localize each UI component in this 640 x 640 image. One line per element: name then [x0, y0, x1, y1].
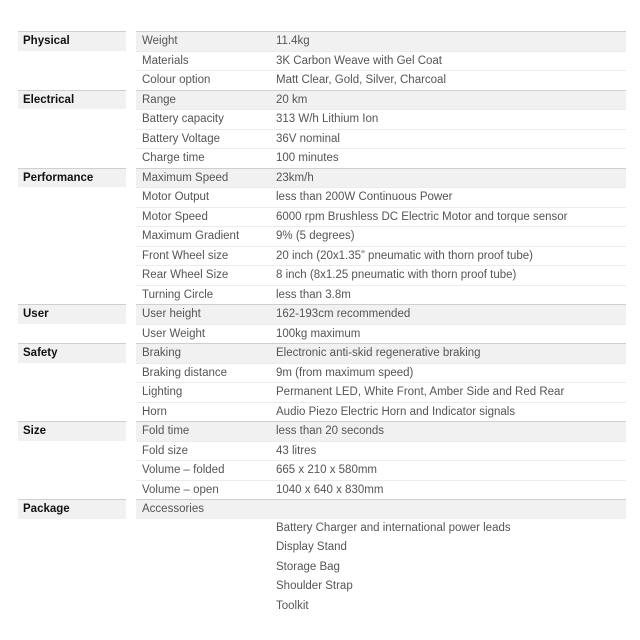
spec-row	[18, 499, 626, 519]
spec-label: Materials	[136, 51, 270, 71]
spec-row	[18, 109, 626, 129]
spec-value: less than 3.8m	[270, 285, 626, 305]
spec-label	[136, 538, 270, 558]
spec-label: Motor Output	[136, 187, 270, 207]
spec-row	[18, 343, 626, 363]
spec-label: Braking	[136, 343, 270, 363]
spec-row	[18, 70, 626, 90]
spec-label: Fold size	[136, 441, 270, 461]
spec-label: Maximum Gradient	[136, 226, 270, 246]
spec-value: 20 inch (20x1.35” pneumatic with thorn proof tube)	[270, 246, 626, 266]
spec-label: Accessories	[136, 499, 270, 519]
spec-row	[18, 265, 626, 285]
section-category: Package	[18, 499, 126, 519]
spec-value: Permanent LED, White Front, Amber Side and Red Rear	[270, 382, 626, 402]
spec-label: Volume – folded	[136, 460, 270, 480]
section-category: Physical	[18, 31, 126, 51]
spec-value: 3K Carbon Weave with Gel Coat	[270, 51, 626, 71]
spec-value: Matt Clear, Gold, Silver, Charcoal	[270, 70, 626, 90]
section-category: User	[18, 304, 126, 324]
spec-value: 36V nominal	[270, 129, 626, 149]
spec-row	[18, 168, 626, 188]
spec-value: 11.4kg	[270, 31, 626, 51]
spec-row	[18, 246, 626, 266]
spec-row	[18, 421, 626, 441]
spec-label: User Weight	[136, 324, 270, 344]
spec-row	[18, 31, 626, 51]
spec-row	[18, 129, 626, 149]
spec-value: Electronic anti-skid regenerative braking	[270, 343, 626, 363]
spec-row	[18, 148, 626, 168]
spec-label: Charge time	[136, 148, 270, 168]
spec-label: Colour option	[136, 70, 270, 90]
spec-row	[18, 597, 626, 617]
spec-value: 20 km	[270, 90, 626, 110]
spec-value: Toolkit	[276, 599, 309, 612]
spec-row	[18, 558, 626, 578]
spec-row	[18, 577, 626, 597]
spec-value: Shoulder Strap	[276, 580, 353, 592]
section-category: Performance	[18, 168, 126, 188]
spec-label: Battery capacity	[136, 109, 270, 129]
spec-row	[18, 402, 626, 422]
section-category: Safety	[18, 343, 126, 363]
spec-row	[18, 187, 626, 207]
spec-label: Lighting	[136, 382, 270, 402]
spec-value: 100kg maximum	[270, 324, 626, 344]
spec-table	[18, 31, 626, 616]
spec-value: 8 inch (8x1.25 pneumatic with thorn proof tube)	[270, 265, 626, 285]
spec-label	[136, 558, 270, 578]
spec-row	[18, 519, 626, 539]
spec-label	[136, 577, 270, 597]
spec-label: Rear Wheel Size	[136, 265, 270, 285]
spec-label: Maximum Speed	[136, 168, 270, 188]
spec-value	[270, 499, 626, 519]
spec-row	[18, 285, 626, 305]
spec-value: 1040 x 640 x 830mm	[270, 480, 626, 500]
spec-value: 313 W/h Lithium Ion	[270, 109, 626, 129]
spec-label: Braking distance	[136, 363, 270, 383]
spec-label: Volume – open	[136, 480, 270, 500]
spec-value: Battery Charger and international power leads	[276, 521, 511, 534]
spec-row	[18, 304, 626, 324]
spec-value: less than 20 seconds	[270, 421, 626, 441]
spec-label: Front Wheel size	[136, 246, 270, 266]
section-category: Size	[18, 421, 126, 441]
spec-row	[18, 207, 626, 227]
spec-value: 23km/h	[270, 168, 626, 188]
spec-row	[18, 226, 626, 246]
spec-value: Audio Piezo Electric Horn and Indicator signals	[270, 402, 626, 422]
spec-row	[18, 382, 626, 402]
spec-value: 6000 rpm Brushless DC Electric Motor and torque sensor	[270, 207, 626, 227]
spec-value: less than 200W Continuous Power	[270, 187, 626, 207]
spec-row	[18, 90, 626, 110]
spec-label: Range	[136, 90, 270, 110]
spec-value: 162-193cm recommended	[270, 304, 626, 324]
spec-label: Weight	[136, 31, 270, 51]
spec-label: Motor Speed	[136, 207, 270, 227]
spec-label: Turning Circle	[136, 285, 270, 305]
spec-row	[18, 538, 626, 558]
spec-label: Fold time	[136, 421, 270, 441]
spec-label: User height	[136, 304, 270, 324]
spec-value: 100 minutes	[270, 148, 626, 168]
spec-label	[136, 597, 270, 617]
spec-label: Battery Voltage	[136, 129, 270, 149]
spec-value: 9% (5 degrees)	[270, 226, 626, 246]
spec-value: Storage Bag	[276, 560, 340, 573]
spec-row	[18, 51, 626, 71]
spec-value: 665 x 210 x 580mm	[270, 460, 626, 480]
section-category: Electrical	[18, 90, 126, 110]
spec-row	[18, 363, 626, 383]
spec-row	[18, 441, 626, 461]
spec-value: 9m (from maximum speed)	[270, 363, 626, 383]
spec-row	[18, 480, 626, 500]
spec-label	[136, 519, 270, 539]
spec-row	[18, 324, 626, 344]
spec-row	[18, 460, 626, 480]
spec-label: Horn	[136, 402, 270, 422]
spec-value: 43 litres	[270, 441, 626, 461]
spec-value: Display Stand	[276, 541, 347, 553]
